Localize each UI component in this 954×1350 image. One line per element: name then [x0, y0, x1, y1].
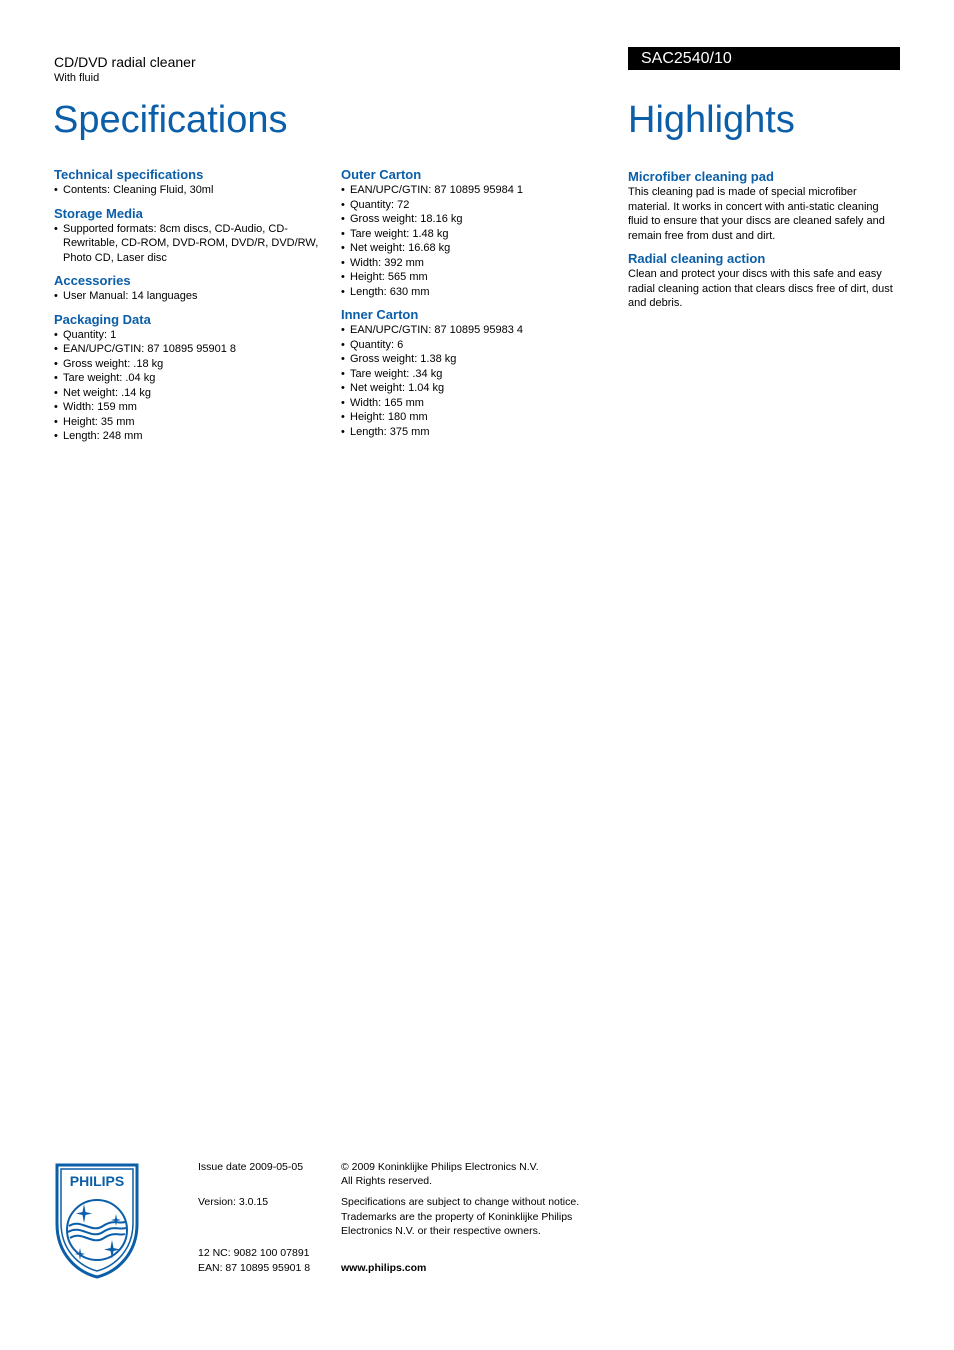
highlights-title: Highlights: [628, 99, 795, 141]
spec-item: • User Manual: 14 languages: [54, 289, 326, 304]
highlights-column: [628, 169, 900, 319]
spec-item: • Width: 165 mm: [341, 396, 613, 411]
spec-item: • Length: 248 mm: [54, 429, 326, 444]
section-heading: Inner Carton: [341, 307, 419, 322]
spec-item: • Gross weight: 18.16 kg: [341, 212, 613, 227]
highlight-text: This cleaning pad is made of special microfiber material. It works in concert with anti-static cleaning fluid to ensure that your discs are cleaned safely and remain free from dust and dirt.: [628, 186, 885, 242]
spec-item: • Height: 180 mm: [341, 410, 613, 425]
specs-column-1: [54, 167, 326, 452]
version: Version: 3.0.15: [198, 1196, 269, 1208]
spec-list: [54, 289, 326, 304]
spec-item: • Length: 375 mm: [341, 425, 613, 440]
section-heading: Outer Carton: [341, 167, 422, 182]
spec-item: • Width: 392 mm: [341, 256, 613, 271]
spec-list: [341, 323, 613, 439]
spec-item: • Net weight: .14 kg: [54, 386, 326, 401]
spec-list: [54, 222, 326, 266]
highlight-heading: Radial cleaning action: [628, 251, 766, 266]
spec-item: • Height: 35 mm: [54, 415, 326, 430]
spec-item: • Quantity: 72: [341, 198, 613, 213]
section-heading: Technical specifications: [54, 167, 204, 182]
specifications-title: Specifications: [53, 99, 288, 141]
spec-list: [54, 183, 326, 198]
product-subtitle: With fluid: [54, 72, 100, 84]
spec-item: • Width: 159 mm: [54, 400, 326, 415]
ean-number: EAN: 87 10895 95901 8: [198, 1262, 311, 1274]
spec-list: [54, 328, 326, 444]
spec-item: • EAN/UPC/GTIN: 87 10895 95983 4: [341, 323, 613, 338]
spec-item: • Gross weight: .18 kg: [54, 357, 326, 372]
issue-date: Issue date 2009-05-05: [198, 1161, 304, 1173]
website-link[interactable]: www.philips.com: [341, 1262, 427, 1274]
rights-reserved: All Rights reserved.: [341, 1175, 433, 1187]
spec-item: • Quantity: 6: [341, 338, 613, 353]
spec-item: • Net weight: 1.04 kg: [341, 381, 613, 396]
spec-item: • Quantity: 1: [54, 328, 326, 343]
spec-item: • Supported formats: 8cm discs, CD-Audio, CD-Rewritable, CD-ROM, DVD-ROM, DVD/R, DVD/RW, Photo CD, Laser disc: [54, 222, 326, 266]
spec-list: [341, 183, 613, 299]
specs-column-2: [341, 167, 613, 447]
philips-shield-icon: [54, 1162, 140, 1280]
spec-item: • Gross weight: 1.38 kg: [341, 352, 613, 367]
logo-wordmark: PHILIPS: [69, 1173, 125, 1189]
spec-item: • EAN/UPC/GTIN: 87 10895 95901 8: [54, 342, 326, 357]
section-heading: Storage Media: [54, 205, 143, 221]
highlight-text: Clean and protect your discs with this safe and easy radial cleaning action that clears discs free of dirt, dust and debris.: [628, 268, 893, 309]
highlight-heading: Microfiber cleaning pad: [628, 169, 774, 184]
spec-item: • Net weight: 16.68 kg: [341, 241, 613, 256]
philips-shield-logo: [54, 1162, 140, 1280]
spec-item: • Tare weight: 1.48 kg: [341, 227, 613, 242]
product-name: CD/DVD radial cleaner: [54, 54, 196, 70]
section-heading: Packaging Data: [54, 311, 151, 327]
model-number-bar: SAC2540/10: [628, 47, 900, 70]
spec-item: • Contents: Cleaning Fluid, 30ml: [54, 183, 326, 198]
spec-item: • Tare weight: .34 kg: [341, 367, 613, 382]
disclaimer: Specifications are subject to change without notice. Trademarks are the property of Koninklijke Philips Electronics N.V. or their respective owners.: [341, 1196, 580, 1237]
spec-item: • Height: 565 mm: [341, 270, 613, 285]
spec-item: • EAN/UPC/GTIN: 87 10895 95984 1: [341, 183, 613, 198]
copyright: © 2009 Koninklijke Philips Electronics N.V.: [341, 1161, 539, 1173]
spec-item: • Tare weight: .04 kg: [54, 371, 326, 386]
section-heading: Accessories: [54, 273, 131, 288]
spec-item: • Length: 630 mm: [341, 285, 613, 300]
nc-number: 12 NC: 9082 100 07891: [198, 1247, 310, 1259]
